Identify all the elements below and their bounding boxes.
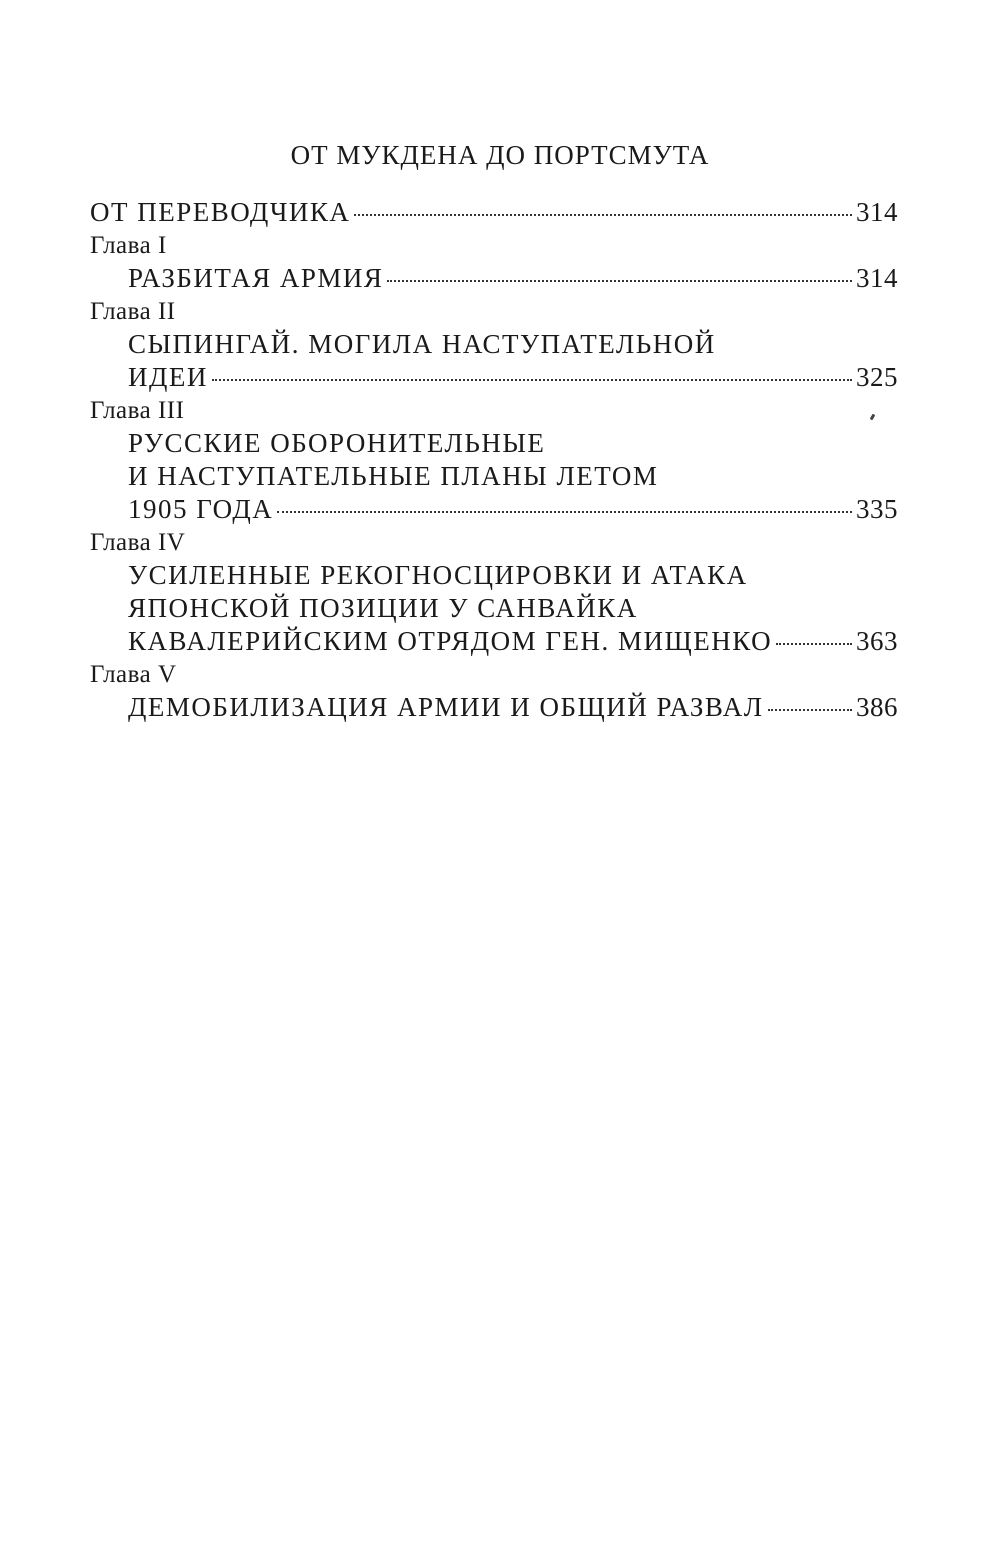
toc-entry-title: ДЕМОБИЛИЗАЦИЯ АРМИИ И ОБЩИЙ РАЗВАЛ	[128, 692, 764, 722]
toc-entry-title: ЯПОНСКОЙ ПОЗИЦИИ У САНВАЙКА	[128, 593, 638, 623]
dot-leader	[768, 709, 852, 711]
toc-entry-chapter-3-line-2[interactable]	[90, 460, 898, 493]
toc-page-number: 325	[856, 362, 898, 392]
toc-entry-title: РАЗБИТАЯ АРМИЯ	[128, 263, 384, 293]
toc-entry-chapter-2-line-1[interactable]	[90, 328, 898, 361]
toc-entry-chapter-4-line-1[interactable]	[90, 559, 898, 592]
chapter-label-5: Глава V	[90, 661, 177, 688]
dot-leader	[354, 214, 852, 216]
toc-entry-chapter-4-line-2[interactable]	[90, 592, 898, 625]
chapter-label-3: Глава III	[90, 397, 185, 424]
toc-page-number: 335	[856, 494, 898, 524]
toc-page-number: 363	[856, 626, 898, 656]
toc-entry-translator[interactable]	[90, 196, 898, 229]
toc-entry-chapter-2-line-2[interactable]	[90, 361, 898, 394]
toc-entry-chapter-4-line-3[interactable]	[90, 625, 898, 658]
toc-entry-title: КАВАЛЕРИЙСКИМ ОТРЯДОМ ГЕН. МИЩЕНКО	[128, 626, 773, 656]
toc-page-number: 314	[856, 263, 898, 293]
toc-entry-chapter-1[interactable]	[90, 262, 898, 295]
chapter-label-4: Глава IV	[90, 529, 186, 556]
dot-leader	[387, 280, 852, 282]
dot-leader	[277, 511, 852, 513]
toc-entry-title: УСИЛЕННЫЕ РЕКОГНОСЦИРОВКИ И АТАКА	[128, 560, 748, 590]
dot-leader	[212, 379, 852, 381]
toc-page-number: 314	[856, 197, 898, 227]
table-of-contents	[90, 196, 898, 724]
toc-entry-chapter-5[interactable]	[90, 691, 898, 724]
chapter-label-1: Глава I	[90, 232, 167, 259]
toc-page-number: 386	[856, 692, 898, 722]
dot-leader	[776, 643, 852, 645]
toc-entry-title: СЫПИНГАЙ. МОГИЛА НАСТУПАТЕЛЬНОЙ	[128, 329, 716, 359]
toc-entry-title: РУССКИЕ ОБОРОНИТЕЛЬНЫЕ	[128, 428, 546, 458]
toc-entry-chapter-3-line-3[interactable]	[90, 493, 898, 526]
toc-entry-title: ИДЕИ	[128, 362, 208, 392]
page-title: ОТ МУКДЕНА ДО ПОРТСМУТА	[290, 140, 710, 170]
toc-entry-title: И НАСТУПАТЕЛЬНЫЕ ПЛАНЫ ЛЕТОМ	[128, 461, 659, 491]
chapter-label-2: Глава II	[90, 298, 176, 325]
toc-entry-title: ОТ ПЕРЕВОДЧИКА	[90, 197, 351, 227]
toc-entry-title: 1905 ГОДА	[128, 494, 274, 524]
toc-entry-chapter-3-line-1[interactable]	[90, 427, 898, 460]
